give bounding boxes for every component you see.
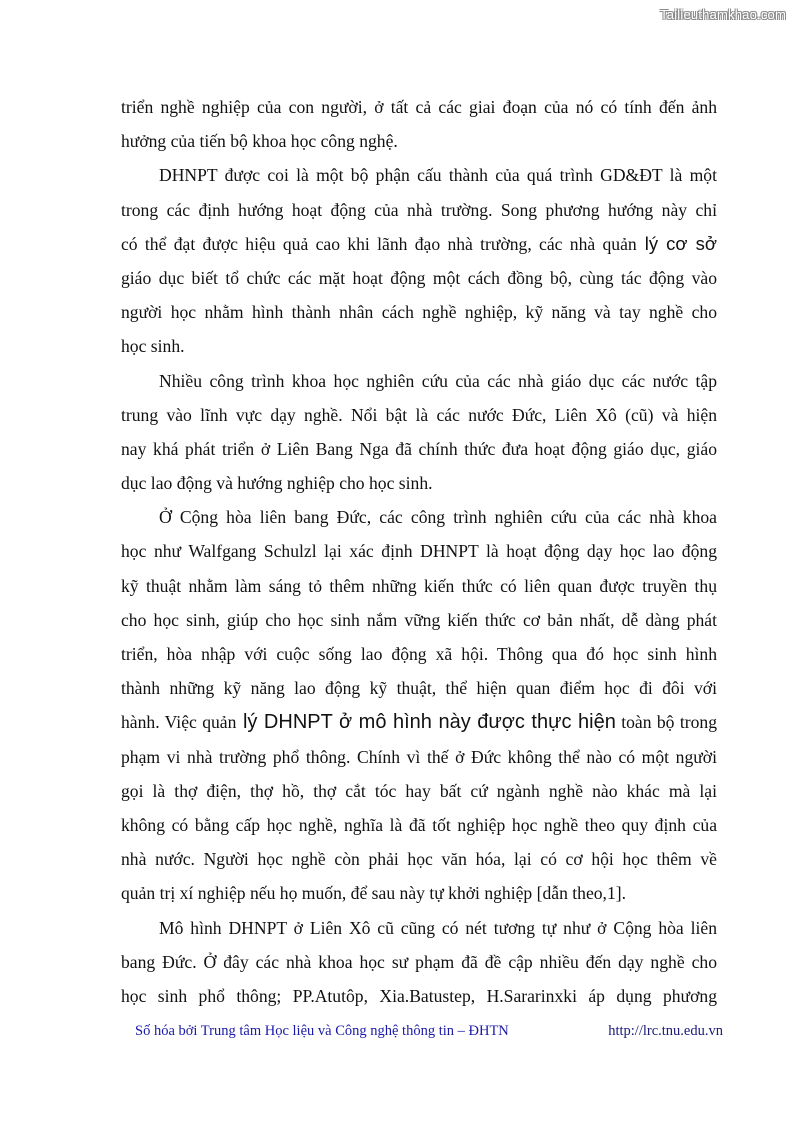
text-line: học sinh.	[121, 336, 185, 357]
text-line: kỹ thuật nhằm làm sáng tỏ thêm những kiến thức có liên quan được truyền thụ	[121, 575, 717, 596]
footer-link[interactable]: http://lrc.tnu.edu.vn	[608, 1023, 723, 1039]
text-line: người học nhằm hình thành nhân cách nghề nghiệp, kỹ năng và tay nghề cho	[121, 302, 717, 323]
paragraph-4	[121, 500, 717, 910]
paragraph-2	[121, 158, 717, 363]
text-line: gọi là thợ điện, thợ hồ, thợ cắt tóc hay bất cứ ngành nghề nào khác mà lại	[121, 780, 717, 801]
text-line: dục lao động và hướng nghiệp cho học sinh.	[121, 473, 433, 494]
text-fragment-sans: lý DHNPT ở mô hình này được thực hiện	[236, 711, 616, 734]
paragraph-3	[121, 364, 717, 501]
text-fragment-sans: lý cơ sở	[636, 232, 717, 254]
text-fragment: toàn bộ trong	[615, 712, 717, 733]
text-line: trung vào lĩnh vực dạy nghề. Nổi bật là các nước Đức, Liên Xô (cũ) và hiện	[121, 404, 717, 425]
text-line: thành những kỹ năng lao động kỹ thuật, thể hiện quan điểm học đi đôi với	[121, 678, 717, 699]
watermark-text: Tailieuthamkhao.com	[660, 7, 786, 22]
footer-source-text: Số hóa bởi Trung tâm Học liệu và Công nghệ thông tin – ĐHTN	[135, 1023, 509, 1039]
text-line: trong các định hướng hoạt động của nhà trường. Song phương hướng này chỉ	[121, 199, 717, 220]
text-line: phạm vi nhà trường phổ thông. Chính vì thế ở Đức không thể nào có một người	[121, 746, 717, 767]
page-footer	[135, 1023, 723, 1040]
text-line: nhà nước. Người học nghề còn phải học văn hóa, lại có cơ hội học thêm về	[121, 849, 717, 870]
text-line: giáo dục biết tổ chức các mặt hoạt động một cách đồng bộ, cùng tác động vào	[121, 267, 717, 288]
text-line: không có bằng cấp học nghề, nghĩa là đã tốt nghiệp học nghề theo quy định của	[121, 814, 717, 835]
text-line: DHNPT được coi là một bộ phận cấu thành của quá trình GD&ĐT là một	[159, 165, 717, 186]
text-line: hưởng của tiến bộ khoa học công nghệ.	[121, 131, 398, 152]
text-line	[121, 227, 717, 261]
text-line: cho học sinh, giúp cho học sinh nắm vững kiến thức cơ bản nhất, dễ dàng phát	[121, 609, 717, 630]
text-line: bang Đức. Ở đây các nhà khoa học sư phạm đã đề cập nhiều đến dạy nghề cho	[121, 951, 717, 972]
document-body	[121, 90, 717, 1013]
text-fragment: có thể đạt được hiệu quả cao khi lãnh đạo nhà trường, các nhà quản	[121, 233, 637, 254]
text-line: nay khá phát triển ở Liên Bang Nga đã chính thức đưa hoạt động giáo dục, giáo	[121, 438, 717, 459]
text-line: triển, hòa nhập với cuộc sống lao động xã hội. Thông qua đó học sinh hình	[121, 644, 717, 664]
text-line	[121, 705, 717, 739]
text-line: quản trị xí nghiệp nếu họ muốn, để sau này tự khởi nghiệp [dẫn theo,1].	[121, 883, 627, 904]
text-line: học sinh phổ thông; PP.Atutôp, Xia.Batustep, H.Sararinxki áp dụng phương	[121, 985, 717, 1006]
text-line: Ở Cộng hòa liên bang Đức, các công trình nghiên cứu của các nhà khoa	[159, 507, 717, 528]
text-line: Nhiều công trình khoa học nghiên cứu của các nhà giáo dục các nước tập	[159, 370, 717, 391]
text-line: học như Walfgang Schulzl lại xác định DHNPT là hoạt động dạy học lao động	[121, 541, 717, 562]
text-fragment: hành. Việc quản	[121, 712, 237, 733]
text-line: triển nghề nghiệp của con người, ở tất cả các giai đoạn của nó có tính đến ảnh	[121, 97, 717, 117]
paragraph-5	[121, 911, 717, 1014]
paragraph-1	[121, 90, 717, 158]
text-line: Mô hình DHNPT ở Liên Xô cũ cũng có nét tương tự như ở Cộng hòa liên	[159, 917, 717, 938]
